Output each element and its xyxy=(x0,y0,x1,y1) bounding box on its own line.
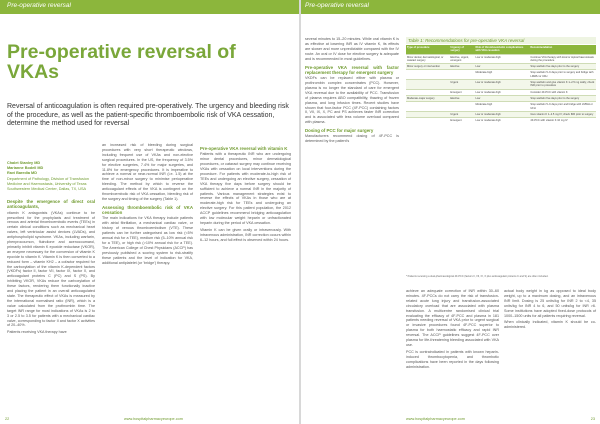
author-block xyxy=(7,161,95,192)
table-cell: Emergent xyxy=(449,118,474,124)
body-paragraph: Patients receiving VKA therapy have xyxy=(7,330,67,335)
table-cell xyxy=(449,102,474,112)
table-header-cell: Type of procedure xyxy=(406,45,449,54)
body-paragraph: The main indications for VKA therapy include patients with atrial fibrillation, a mechanical cardiac valve, or history of venous thromboembolism (VTE). These patients can be further categorised as low risk (<5% annual risk for a TEE), medium risk (5–10% annual risk for a TEE), or high risk (>10% annual risk for a TEE). The American College of Chest Physicians (ACCP) has previously published a scoring system to risk-stratify these patients and the level of indication for VKA, additional antiplatelet (or 'bridge') therapy. xyxy=(102,216,193,265)
table-cell: Low xyxy=(474,64,529,70)
table-cell: Stop warfarin five days prior to the surgery xyxy=(529,64,596,70)
section-heading: Despite the emergence of direct oral anticoagulants, xyxy=(7,199,95,210)
table-header-cell: Recommendation xyxy=(529,45,596,54)
table-cell: Emergent xyxy=(449,89,474,95)
table-header-row xyxy=(406,45,596,54)
table-row xyxy=(406,54,596,64)
table-row xyxy=(406,118,596,124)
section-band-label: Pre-operative reversal xyxy=(7,2,71,9)
section-band-label: Pre-operative reversal xyxy=(305,2,369,9)
table-cell: Low or moderate-high xyxy=(474,118,529,124)
body-paragraph: VKDFs can be replaced either with plasma or prothrombin complex concentrates (PCC). However, plasma is no longer the standard of care for emergent VKA reversal due to the availability of PCC. Transfusion of plasma requires ABO compatibility, thawing of frozen plasma, and long infusion times. Recent studies have shown that four-factor PCC (4F-PCC) containing factors II, VII, IX, X, PC and PS achieves faster INR correction and is associated with less volume overload compared with plasma. xyxy=(305,76,399,125)
page-number-left: 22 xyxy=(5,417,10,421)
table-cell: Elective xyxy=(449,95,474,101)
body-column-1 xyxy=(305,37,399,146)
article-abstract: Reversal of anticoagulation is often required pre-operatively. The urgency and bleeding risk of the procedure, as well as the patient-specific thromboembolic risk of VKA cessation, determine the method used for reversal xyxy=(7,103,289,128)
body-paragraph: actual body weight in kg as opposed to ideal body weight, up to a maximum dosing, and an intravenous INR limit. Dosing is 25 units/kg for INR 2 to <4, 35 units/kg for INR 4 to 6, and 50 units/kg for INR >6. Some institutions have adopted fixed-dose protocols of 1000–1500 units for all patients requiring reversal. xyxy=(504,289,596,318)
table-cell xyxy=(449,70,474,80)
body-paragraph: several minutes to 15–20 minutes. While oral vitamin K is as effective at lowering INR as IV vitamin K, its effects are slower and more unpredictable compared with the IV route. An oral or IV dose for elective surgery is adequate and is recommended in most guidelines. xyxy=(305,37,399,61)
section-band xyxy=(0,0,299,14)
table-header-cell: Urgency of surgery xyxy=(449,45,474,54)
body-paragraph: PCC is contraindicated in patients with known heparin-induced thrombocytopenia, and thrombotic complications have been reported in the days following administration. xyxy=(406,349,499,369)
section-heading: Pre-operative VKA reversal with factor replacement therapy for emergent surgery xyxy=(305,64,399,75)
table-cell: Urgent xyxy=(449,111,474,117)
body-column-2 xyxy=(102,143,193,268)
footer-url-left[interactable]: www.hospitalpharmacyeurope.com xyxy=(124,417,183,421)
table-title: Table 1: Recommendations for pre-operative VKA reversal xyxy=(406,37,596,44)
body-paragraph: Patients with a therapeutic INR who are undergoing minor dental procedures, minor dermatological procedures, or cataract surgery may continue receiving VKAs with cessation on local interventions during the procedure. For patients with moderate-to-high risk of TEEs and undergoing an elective surgery, cessation of VKA therapy five days before surgery should be sufficient to achieve a normal INR in the majority of patients. Various management strategies exist to reverse the effects of VKAs in those who are at moderate-high risk for TEEs and undergoing an elective surgery. For this patient population, the 2012 ACCP guidelines recommend bridging anticoagulation with low molecular weight heparin or unfractionated heparin during the period of VKA cessation. xyxy=(200,152,291,225)
table-cell: Moderate-high xyxy=(474,102,529,112)
table-cell: Give vitamin K 1–2.5 mg IV; check INR prior to surgery xyxy=(529,111,596,117)
table-cell: Low or moderate-high xyxy=(474,80,529,90)
table-cell: Low xyxy=(474,95,529,101)
section-heading: Assessing thromboembolic risk of VKA cessation xyxy=(102,204,193,216)
table-cell: Elective xyxy=(449,64,474,70)
table-footnote: * Patients receiving a dual-pharmacological 4F-PCC (factors II, VII, IX, X plus anticoagulant proteins C and S) are often included. xyxy=(406,275,549,278)
table-row xyxy=(406,102,596,112)
page-number-right: 23 xyxy=(590,417,595,421)
table-row xyxy=(406,70,596,80)
left-page xyxy=(0,0,299,424)
table-cell xyxy=(406,102,449,112)
table-cell: Stop warfarin five days prior to the surgery xyxy=(529,95,596,101)
body-paragraph: Manufacturers recommend dosing of 4F-PCC is determined by the patient's xyxy=(305,134,399,144)
author-name: Chalet Stanley MD xyxy=(7,161,41,165)
author-affiliation: Department of Pathology, Division of Transfusion Medicine and Haemostasis, University of Texas Southwestern Medical Center, Dallas, TX, USA xyxy=(7,177,90,191)
section-heading: Dosing of PCC for major surgery xyxy=(305,128,374,134)
table-cell: Continue VKA therapy with local or topical haemostasis during the procedure xyxy=(529,54,596,64)
table-cell: 4F-PCC with vitamin K 10 mg IV xyxy=(529,118,596,124)
body-paragraph: Vitamin K can be given orally or intravenously. With intravenous administration, INR correction occurs within 6–12 hours, and full effect is observed within 24 hours. xyxy=(200,227,291,242)
footer-url-right[interactable]: www.hospitalpharmacyeurope.com xyxy=(406,417,465,421)
right-page xyxy=(301,0,600,424)
body-column-3 xyxy=(504,289,596,332)
body-paragraph: When clinically indicated, vitamin K should be co-administered. xyxy=(504,320,596,330)
table-cell xyxy=(406,118,449,124)
recommendations-table xyxy=(406,45,596,123)
body-column-3 xyxy=(200,143,291,245)
table-cell: Stop warfarin and give vitamin K 1–2.5 mg orally; check INR prior to procedure xyxy=(530,81,595,88)
body-paragraph: vitamin K antagonists (VKAs) continue to be prescribed for the prophylaxis and treatment of venous and arterial thromboembolic events (TEEs) in certain clinical conditions such as mechanical heart valves, left ventricular assist devices (LVADs), and antiphospholipid syndrome. VKAs, including warfarin, phenprocoumon, fluindione and acenocoumarol, primarily inhibit vitamin K epoxide reductase (VKOR), an enzyme necessary for the conversion of vitamin K epoxide to vitamin K. Vitamin K is then converted to a reduced form – vitamin KH2 – a cofactor required for the carboxylation of the vitamin K-dependent factors (VKDFs) factor II, factor VII, factor IX, factor X, and anticoagulant proteins C (PC) and S (PS). By inhibiting VKOR, VKAs reduce the carboxylation of these factors, rendering them functionally inactive and placing the patient in an overall anticoagulated state. The therapeutic effect of VKAs is measured by the international normalised ratio (INR), which is a value calculated from the prothrombin time. The target INR range for most indications of VKAs is 2 to 3 or 2.5 to 3.5 for patients with a mechanical cardiac valve, corresponding to factor II and factor X activities of 20–40%. xyxy=(7,210,95,328)
article-title: Pre-operative reversal of VKAs xyxy=(7,41,236,83)
body-paragraph: achieve an adequate correction of INR within 30–60 minutes. 4F-PCCs do not carry the risk of transfusion-related acute lung injury and transfusion-associated circulatory overload that are associated with plasma transfusion. A multicentre randomised clinical trial evaluating the efficacy of 4F-PCC and plasma in 181 patients needing reversal of VKA prior to urgent surgical or invasive procedures found 4F-PCC superior to plasma for both haemostatic efficacy and rapid INR reversal. The ACCP guidelines suggest 4F-PCC over plasma for life-threatening bleeding associated with VKA use. xyxy=(406,289,499,347)
section-band xyxy=(301,0,600,14)
table-cell: Moderate-high xyxy=(474,70,529,80)
table-cell xyxy=(406,70,449,80)
body-paragraph: an increased risk of bleeding during surgical procedures with very short therapeutic windows, including frequent use of VKAs and non-elective surgical procedures. In the US, the frequency of 3.5% for elective surgeries, 7.4% for major surgeries, and 11.8% for emergency procedures. It is imperative to achieve a normal or near-normal INR (i.e. 1.5) at the time of non-minor surgery to minimise perioperative bleeding. The method by which to reverse the anticoagulant effects of the VKA is contingent on the thromboembolic risk of VKA cessation, bleeding risk of the surgery and timing of the surgery (Table 1). xyxy=(102,143,193,201)
table-cell: Urgent xyxy=(449,80,474,90)
table-row xyxy=(406,80,596,90)
table-cell: Moderate-major surgery xyxy=(406,95,449,101)
table-cell: Minor dental, dermatological, or cataract surgery xyxy=(406,54,449,64)
table-header-cell: Risk of thromboembolic complications with VKA cessation xyxy=(474,45,529,54)
table-cell: Low or moderate-high xyxy=(474,111,529,117)
table-cell xyxy=(406,80,449,90)
table-cell: Low or moderate-high xyxy=(474,54,529,64)
body-column-1 xyxy=(7,196,95,337)
author-name: Ravi Baredia MD xyxy=(7,170,37,175)
table-cell: Consider 4F-PCC with vitamin K xyxy=(529,89,596,95)
table-cell: Elective, urgent, emergent xyxy=(449,54,474,64)
table-cell: Low or moderate-high xyxy=(474,89,529,95)
author-name: Marianne Bodell MD xyxy=(7,165,44,170)
table-cell: Stop warfarin 5–6 days prior and bridge with LMWH or UFH xyxy=(529,102,596,112)
section-heading: Pre-operative VKA reversal with vitamin K xyxy=(200,146,288,151)
body-column-2 xyxy=(406,289,499,372)
table-cell: Minor surgery or intervention xyxy=(406,64,449,70)
table-cell: Stop warfarin 5–6 days prior to surgery and bridge with LMWH or UFH xyxy=(529,70,596,80)
